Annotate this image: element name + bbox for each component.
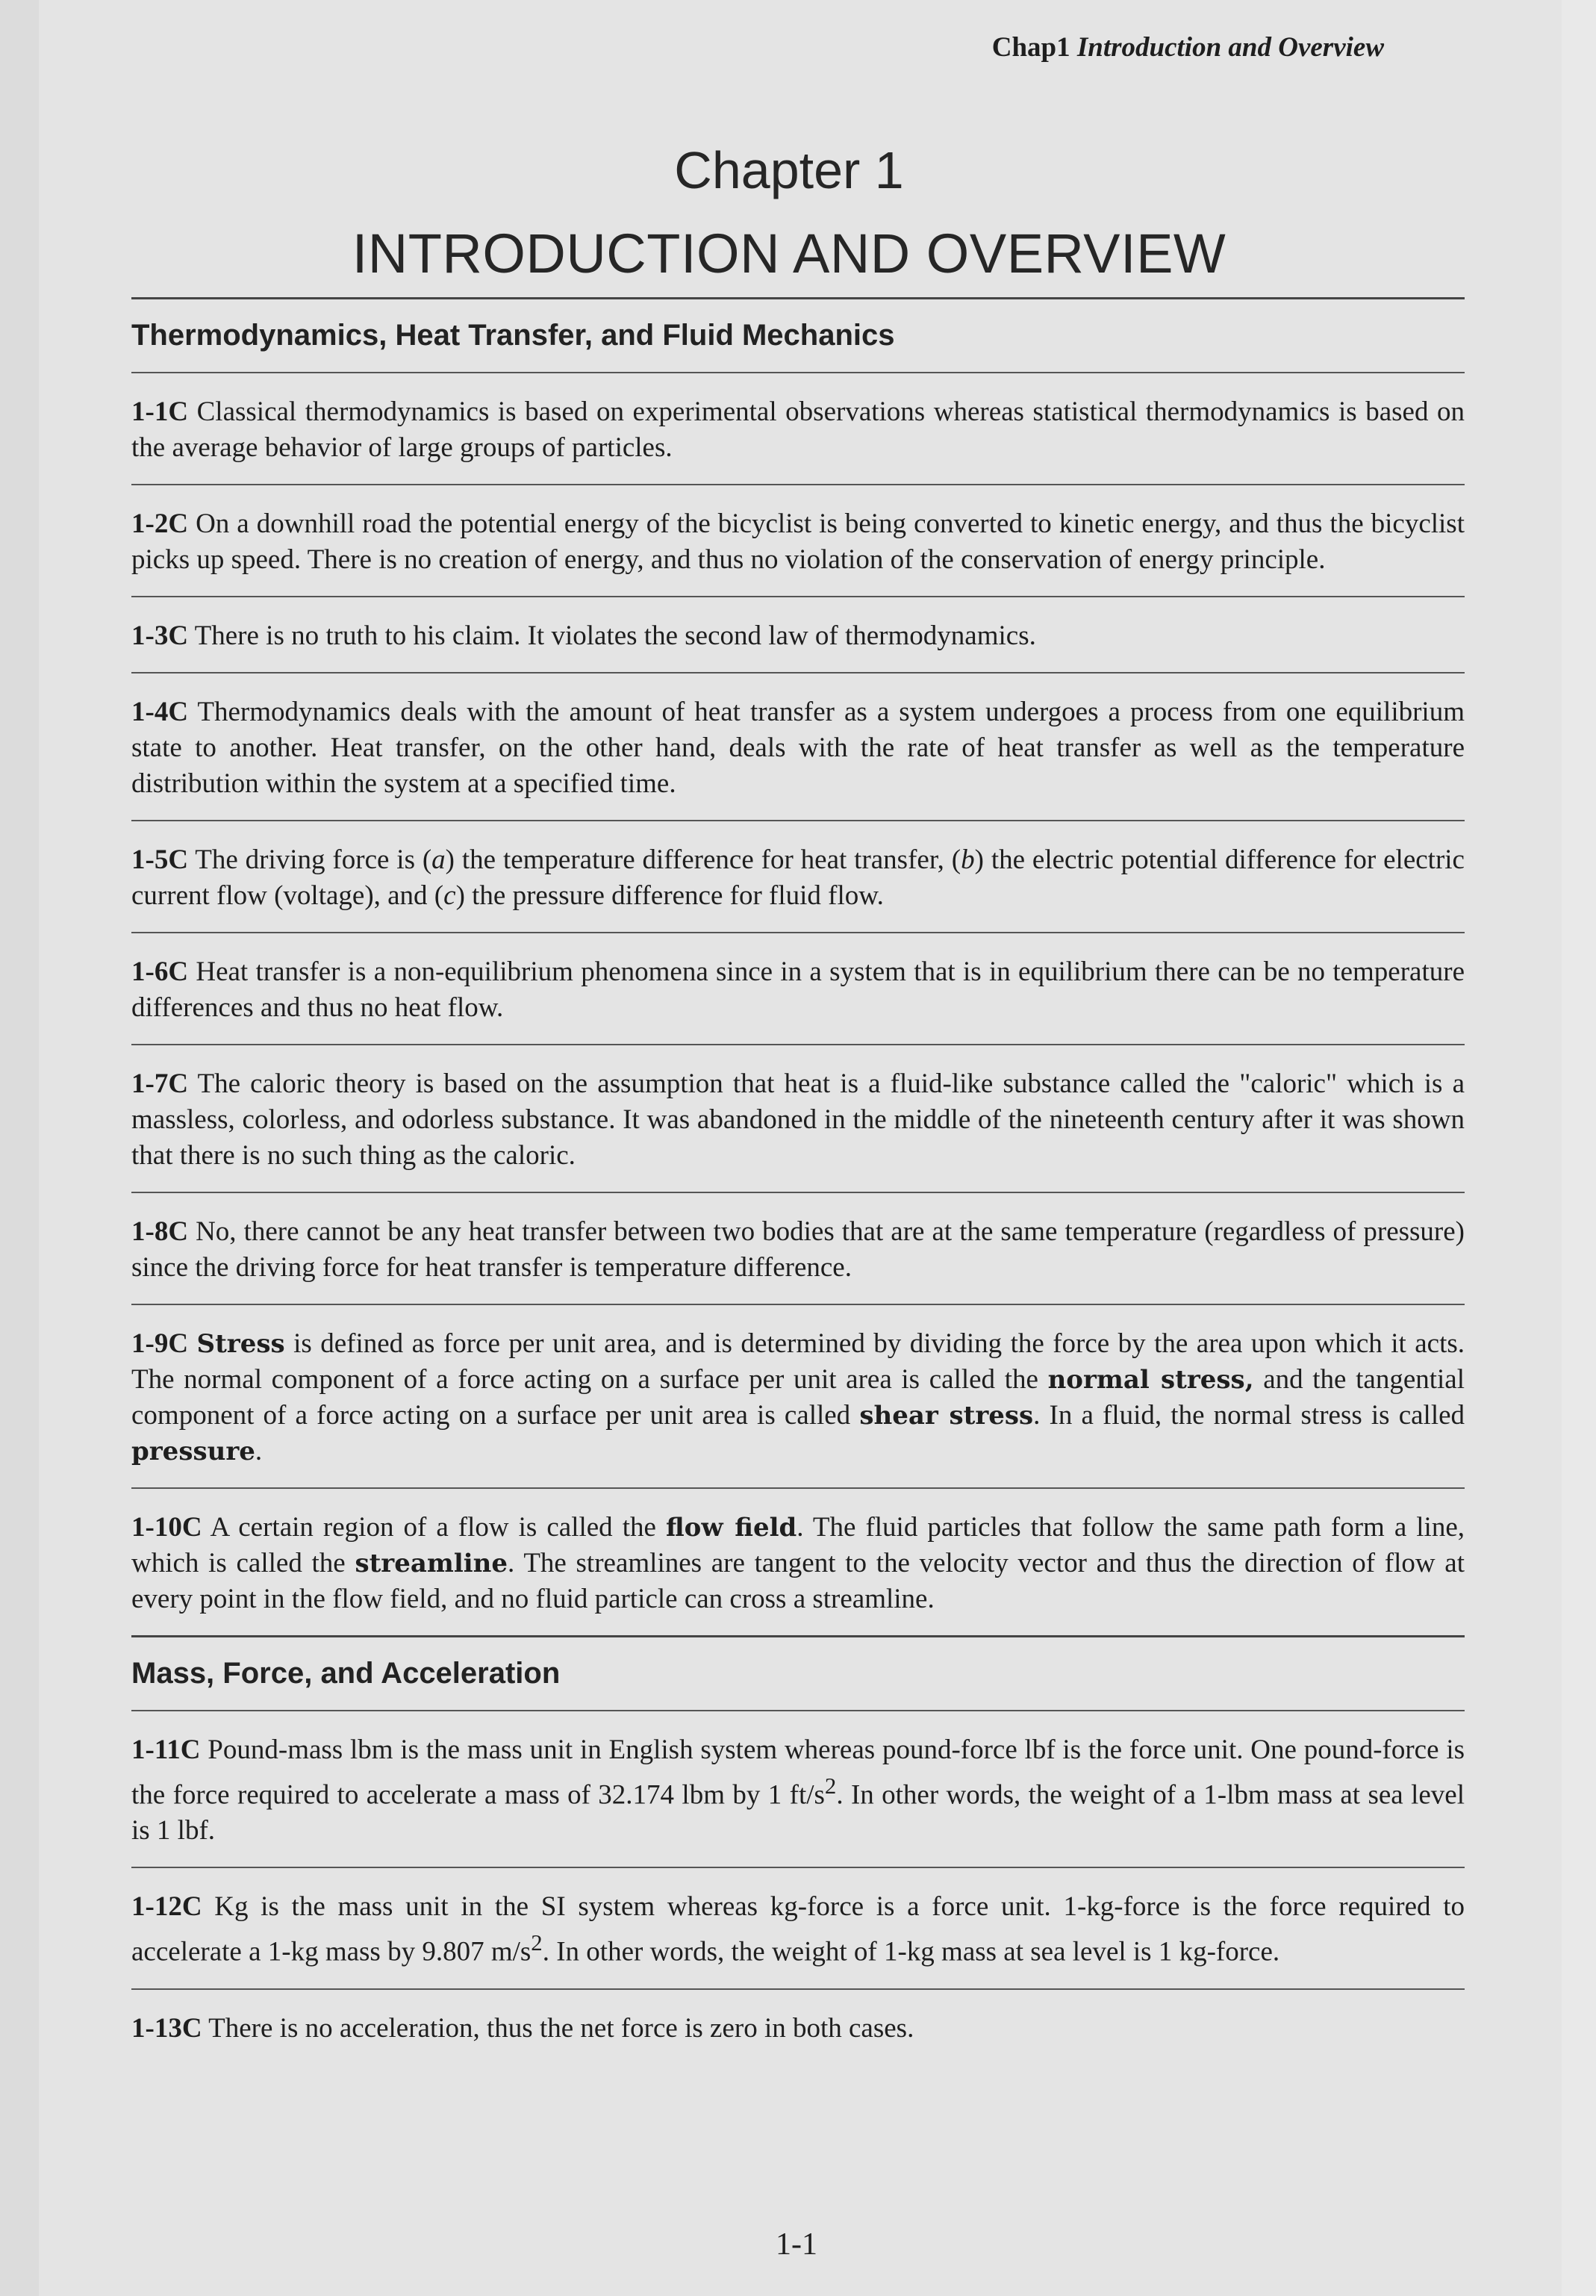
problem-1-4c — [131, 673, 1465, 820]
problem-number: 1-5C — [131, 844, 189, 875]
term-stress: Stress — [196, 1329, 285, 1359]
chapter-title: INTRODUCTION AND OVERVIEW — [352, 223, 1226, 284]
problem-number: 1-3C — [131, 620, 189, 651]
term-normal-stress: normal stress, — [1047, 1365, 1254, 1395]
problem-text: Thermodynamics deals with the amount of heat transfer as a system undergoes a process from one equilibrium state to another. Heat transfer, on the other hand, deals with the rate of heat transfer as well as the temperature distribution within the system at a specified time. — [131, 697, 1465, 799]
problem-number: 1-7C — [131, 1068, 189, 1099]
problem-text: ) the electric potential difference for electric current flow (voltage), and ( — [131, 844, 1465, 911]
problem-text: A certain region of a flow is called the — [210, 1512, 656, 1543]
problem-number: 1-8C — [131, 1216, 189, 1247]
problem-text: ) the pressure difference for fluid flow. — [455, 880, 884, 911]
italic-letter: b — [961, 844, 975, 875]
chapter-number: Chapter 1 — [674, 141, 904, 199]
problem-text: . The streamlines are tangent to the velocity vector and thus the direction of flow at every point in the flow field, and no fluid particle can cross a streamline. — [131, 1548, 1465, 1614]
problem-number: 1-11C — [131, 1735, 201, 1765]
problem-number: 1-13C — [131, 2012, 202, 2044]
running-head — [992, 31, 1384, 63]
term-shear-stress: shear stress — [859, 1401, 1034, 1431]
problem-text: Pound-mass lbm is the mass unit in English system whereas pound-force lbf is the force unit. One pound-force is the force required to accelerate a mass of 32.174 lbm by 1 ft/s — [131, 1735, 1465, 1811]
problem-text: . The fluid particles that follow the same path form a line, which is called the — [131, 1512, 1465, 1578]
problem-number: 1-12C — [131, 1891, 202, 1923]
problem-1-2c — [131, 485, 1465, 596]
problem-text: The caloric theory is based on the assumption that heat is a fluid-like substance called the "caloric" which is a massless, colorless, and odorless substance. It was abandoned in the middle of the nineteenth century after it was shown that there is no such thing as the caloric. — [131, 1068, 1465, 1171]
page — [39, 0, 1562, 2296]
problem-1-11c — [131, 1711, 1465, 1867]
content — [131, 297, 1465, 2065]
problem-text: No, there cannot be any heat transfer between two bodies that are at the same temperature (regardless of pressure) since the driving force for heat transfer is temperature difference. — [131, 1216, 1465, 1283]
problem-text: Heat transfer is a non-equilibrium phenomena since in a system that is in equilibrium there can be no temperature differences and thus no heat flow. — [131, 956, 1465, 1023]
problem-text: and the tangential component of a force acting on a surface per unit area is called — [131, 1364, 1465, 1431]
italic-letter: a — [431, 844, 446, 875]
problem-text: . In other words, the weight of a 1-lbm mass at sea level is 1 lbf. — [131, 1779, 1465, 1847]
problem-number: 1-1C — [131, 396, 189, 427]
problem-text: There is no truth to his claim. It violates the second law of thermodynamics. — [194, 620, 1036, 651]
page-number: 1-1 — [776, 2227, 817, 2262]
problem-text: . — [255, 1436, 263, 1466]
term-pressure: pressure — [131, 1437, 255, 1466]
problem-1-9c — [131, 1305, 1465, 1487]
problem-number: 1-6C — [131, 956, 189, 987]
problem-text: Kg is the mass unit in the SI system whereas kg-force is a force unit. 1-kg-force is the force required to accelerate a 1-kg mass by 9.807 m/s — [131, 1891, 1465, 1967]
problem-text: On a downhill road the potential energy of the bicyclist is being converted to kinetic energy, and thus the bicyclist picks up speed. There is no creation of energy, and thus no violation of the conservation of energy principle. — [131, 508, 1465, 575]
term-streamline: streamline — [355, 1549, 508, 1578]
problem-text: is defined as force per unit area, and is determined by dividing the force by the area upon which it acts. The normal component of a force acting on a surface per unit area is called the — [131, 1328, 1465, 1395]
problem-number: 1-10C — [131, 1512, 202, 1543]
problem-1-13c — [131, 1990, 1465, 2065]
problem-text: There is no acceleration, thus the net force is zero in both cases. — [208, 2012, 914, 2044]
term-flow-field: flow field — [665, 1513, 797, 1543]
problem-number: 1-4C — [131, 697, 189, 727]
problem-number: 1-2C — [131, 508, 189, 539]
problem-text: The driving force is ( — [195, 844, 432, 875]
problem-number: 1-9C — [131, 1328, 189, 1359]
italic-letter: c — [443, 880, 456, 911]
superscript: 2 — [824, 1773, 837, 1799]
problem-1-7c — [131, 1045, 1465, 1192]
problem-1-5c — [131, 821, 1465, 932]
section-heading: Thermodynamics, Heat Transfer, and Fluid Mechanics — [131, 319, 895, 352]
problem-1-6c — [131, 933, 1465, 1044]
problem-text: . In a fluid, the normal stress is called — [1033, 1400, 1465, 1431]
problem-1-12c — [131, 1868, 1465, 1988]
running-head-chapter: Chap1 — [991, 32, 1070, 63]
problem-text: Classical thermodynamics is based on experimental observations whereas statistical thermodynamics is based on the average behavior of large groups of particles. — [131, 396, 1465, 463]
scan-margin — [0, 0, 39, 2296]
superscript: 2 — [531, 1930, 543, 1956]
problem-text: ) the temperature difference for heat transfer, ( — [445, 844, 961, 875]
problem-1-8c — [131, 1193, 1465, 1304]
running-head-title: Introduction and Overview — [1076, 32, 1384, 63]
problem-1-3c — [131, 597, 1465, 672]
problem-1-1c — [131, 373, 1465, 484]
problem-1-10c — [131, 1489, 1465, 1635]
section-heading: Mass, Force, and Acceleration — [131, 1657, 561, 1690]
problem-text: . In other words, the weight of 1-kg mass at sea level is 1 kg-force. — [542, 1936, 1280, 1967]
